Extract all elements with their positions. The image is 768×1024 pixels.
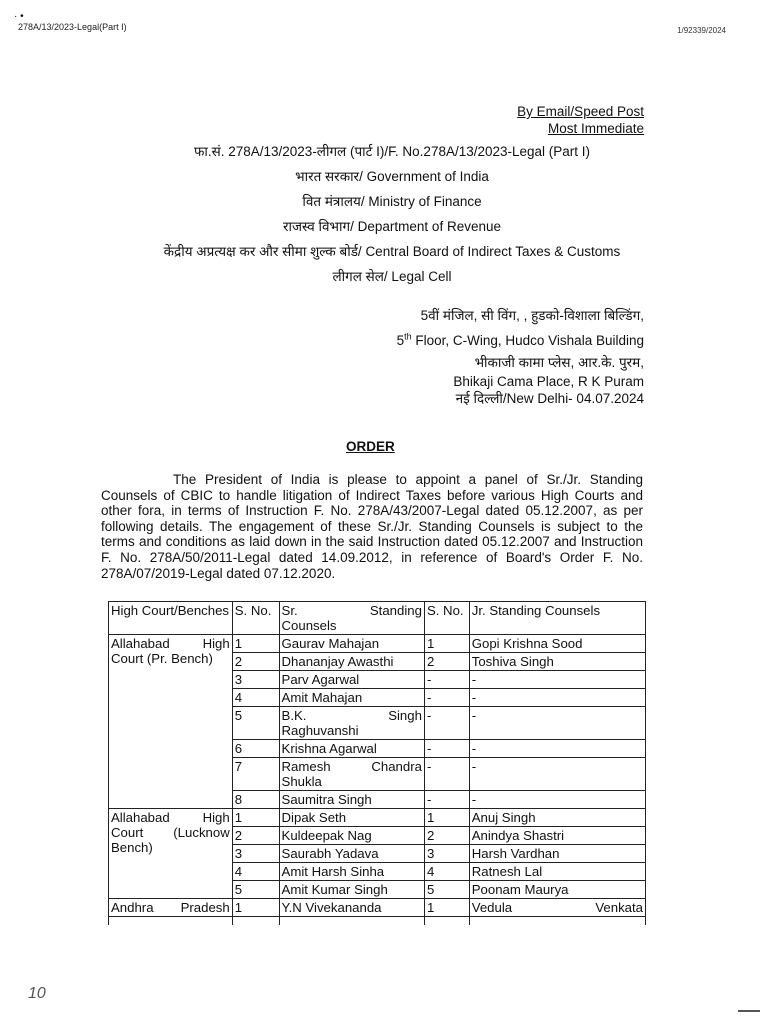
court-cell: Allahabad High Court (Pr. Bench) xyxy=(109,635,233,809)
jsno-cell: - xyxy=(424,707,469,740)
junior-cell: Anuj Singh xyxy=(469,809,645,827)
panel-table xyxy=(108,601,646,925)
sno-cell: 1 xyxy=(232,635,279,653)
government-line: भारत सरकार/ Government of India xyxy=(295,169,489,184)
senior-cell: Amit Harsh Sinha xyxy=(279,863,424,881)
senior-cell: Krishna Agarwal xyxy=(279,740,424,758)
cell-line: लीगल सेल/ Legal Cell xyxy=(332,269,452,284)
jsno-cell: - xyxy=(424,671,469,689)
address-line4: Bhikaji Cama Place, R K Puram xyxy=(453,374,644,389)
sno-cell: 1 xyxy=(232,809,279,827)
junior-cell: Poonam Maurya xyxy=(469,881,645,899)
sno-cell: 3 xyxy=(232,845,279,863)
senior-cell: Amit Mahajan xyxy=(279,689,424,707)
department-line: राजस्व विभाग/ Department of Revenue xyxy=(283,219,501,234)
junior-cell: - xyxy=(469,707,645,740)
senior-cell: B.K. Singh Raghuvanshi xyxy=(279,707,424,740)
board-line: केंद्रीय अप्रत्यक्ष कर और सीमा शुल्क बोर्ड/ Central Board of Indirect Taxes & Customs xyxy=(163,244,621,259)
header-junior: Jr. Standing Counsels xyxy=(469,602,645,635)
junior-cell: - xyxy=(469,791,645,809)
senior-cell: Dipak Seth xyxy=(279,809,424,827)
junior-cell: Vedula Venkata xyxy=(469,899,645,917)
file-number: फा.सं. 278A/13/2023-लीगल (पार्ट I)/F. No.278A/13/2023-Legal (Part I) xyxy=(193,144,591,159)
dispatch-mode: By Email/Speed Post xyxy=(517,104,644,119)
jsno-cell: 2 xyxy=(424,653,469,671)
sno-cell: 1 xyxy=(232,899,279,917)
header-senior: Sr. Standing Counsels xyxy=(279,602,424,635)
address-line2: 5th Floor, C-Wing, Hudco Vishala Building xyxy=(396,331,644,348)
junior-cell: Toshiva Singh xyxy=(469,653,645,671)
senior-cell: Parv Agarwal xyxy=(279,671,424,689)
jsno-cell: 4 xyxy=(424,863,469,881)
dispatch-priority: Most Immediate xyxy=(547,121,644,136)
jsno-cell: 5 xyxy=(424,881,469,899)
jsno-cell: - xyxy=(424,740,469,758)
jsno-cell: 1 xyxy=(424,899,469,917)
sno-cell: 7 xyxy=(232,758,279,791)
jsno-cell: - xyxy=(424,689,469,707)
ministry-line: वित मंत्रालय/ Ministry of Finance xyxy=(302,194,482,209)
sno-cell: 5 xyxy=(232,881,279,899)
junior-cell: Anindya Shastri xyxy=(469,827,645,845)
order-paragraph: The President of India is please to appoint a panel of Sr./Jr. Standing Counsels of CBIC to handle litigation of Indirect Taxes before various High Courts and other fora, in terms of Instruction F. No. 278A/43/2007-Legal dated 05.12.2007, as per following details. The engagement of these Sr./Jr. Standing Counsels is subject to the terms and conditions as laid down in the said Instruction dated 05.12.2007 and Instruction F. No. 278A/50/2011-Legal dated 14.09.2012, in reference of Board's Order F. No. 278A/07/2019-Legal dated 07.12.2020. xyxy=(101,472,643,581)
header-sno: S. No. xyxy=(232,602,279,635)
senior-cell: Saurabh Yadava xyxy=(279,845,424,863)
table-row xyxy=(109,899,646,917)
document-number: 1/92339/2024 xyxy=(677,26,726,35)
junior-cell: - xyxy=(469,758,645,791)
jsno-cell: 3 xyxy=(424,845,469,863)
senior-cell: Saumitra Singh xyxy=(279,791,424,809)
table-header-row xyxy=(109,602,646,635)
header-court: High Court/Benches xyxy=(109,602,233,635)
senior-cell: Kuldeepak Nag xyxy=(279,827,424,845)
court-cell: Allahabad High Court (Lucknow Bench) xyxy=(109,809,233,899)
sno-cell: 6 xyxy=(232,740,279,758)
address-hindi-line3: भीकाजी कामा प्लेस, आर.के. पुरम, xyxy=(474,355,644,370)
page-mark: 10 xyxy=(28,985,46,1002)
senior-cell: Ramesh Chandra Shukla xyxy=(279,758,424,791)
junior-cell: Harsh Vardhan xyxy=(469,845,645,863)
jsno-cell: 2 xyxy=(424,827,469,845)
jsno-cell: 1 xyxy=(424,809,469,827)
senior-cell: Dhananjay Awasthi xyxy=(279,653,424,671)
jsno-cell: - xyxy=(424,758,469,791)
sno-cell: 3 xyxy=(232,671,279,689)
scan-corner-mark xyxy=(738,1010,760,1012)
senior-cell: Y.N Vivekananda xyxy=(279,899,424,917)
sno-cell: 8 xyxy=(232,791,279,809)
file-reference: 278A/13/2023-Legal(Part I) xyxy=(18,22,127,32)
order-title: ORDER xyxy=(346,439,395,454)
sno-cell: 5 xyxy=(232,707,279,740)
address-date-line: नई दिल्ली/New Delhi- 04.07.2024 xyxy=(455,391,644,406)
sno-cell: 2 xyxy=(232,653,279,671)
header-jsno: S. No. xyxy=(424,602,469,635)
court-cell: Andhra Pradesh xyxy=(109,899,233,917)
scan-dots: · • xyxy=(14,11,24,22)
senior-cell: Amit Kumar Singh xyxy=(279,881,424,899)
junior-cell: - xyxy=(469,671,645,689)
junior-cell: - xyxy=(469,740,645,758)
address-hindi-line1: 5वीं मंजिल, सी विंग, , हुडको-विशाला बिल्डिंग, xyxy=(420,308,644,323)
junior-cell: - xyxy=(469,689,645,707)
table-row xyxy=(109,635,646,653)
jsno-cell: 1 xyxy=(424,635,469,653)
table-row-cut xyxy=(109,917,646,925)
sno-cell: 2 xyxy=(232,827,279,845)
sno-cell: 4 xyxy=(232,863,279,881)
order-body xyxy=(101,472,643,581)
sno-cell: 4 xyxy=(232,689,279,707)
jsno-cell: - xyxy=(424,791,469,809)
table-row xyxy=(109,809,646,827)
dispatch-block xyxy=(517,103,644,137)
junior-cell: Ratnesh Lal xyxy=(469,863,645,881)
senior-cell: Gaurav Mahajan xyxy=(279,635,424,653)
junior-cell: Gopi Krishna Sood xyxy=(469,635,645,653)
